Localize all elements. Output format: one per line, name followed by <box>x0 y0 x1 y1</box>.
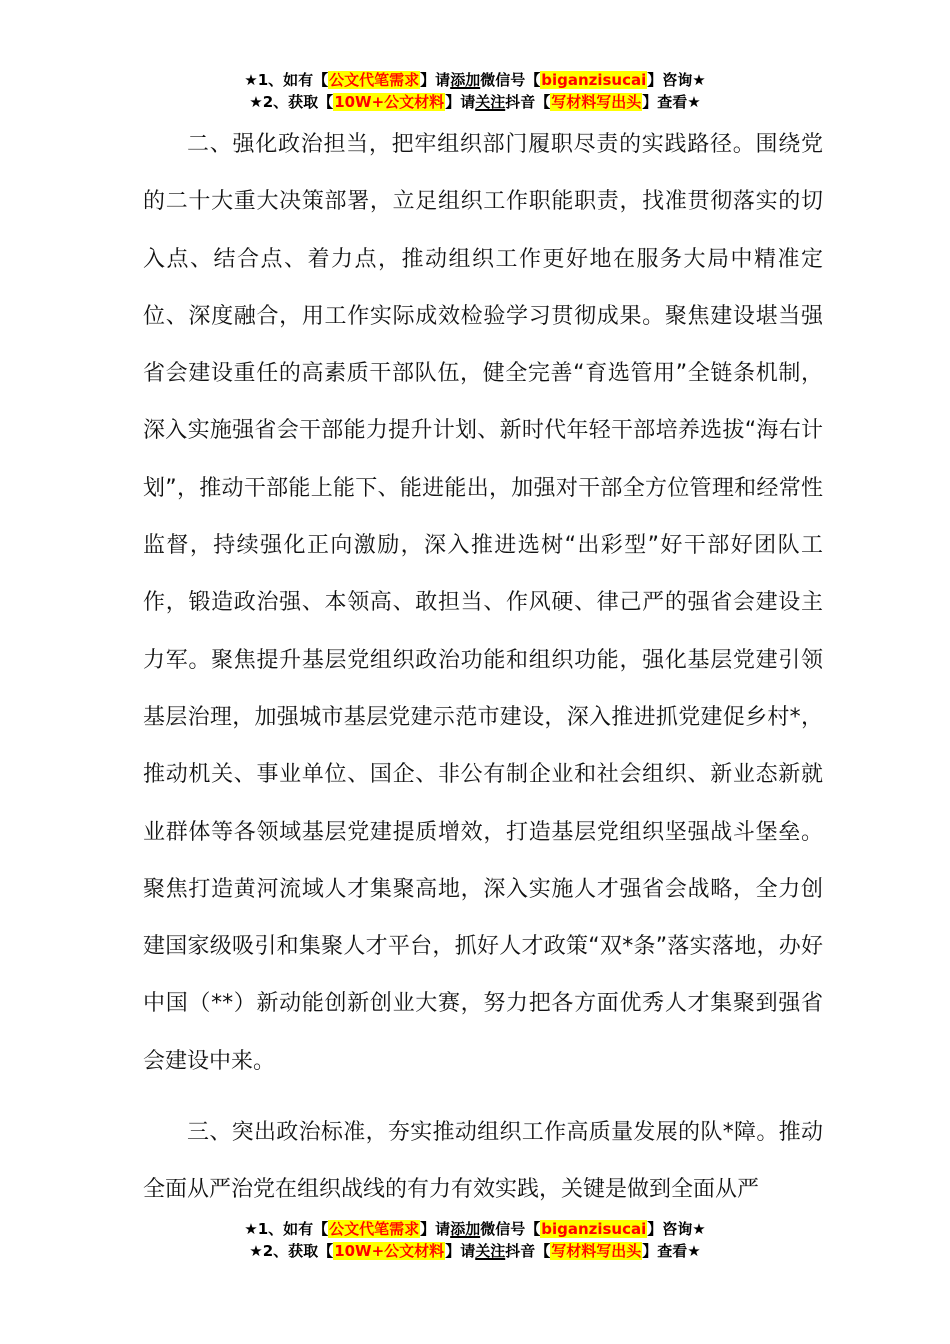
underlined-word: 添加 <box>450 71 481 89</box>
banner-text: 】请 <box>445 93 476 111</box>
paragraph: 三、突出政治标准，夯实推动组织工作高质量发展的队*障。推动全面从严治党在组织战线的有力有效实践，关键是做到全面从严 <box>143 1120 823 1203</box>
banner-text: 微信号【 <box>480 71 541 89</box>
underlined-word: 关注 <box>475 93 506 111</box>
banner-text: 】咨询★ <box>647 1220 706 1238</box>
highlight-wechat-id: biganzisucai <box>541 1220 647 1238</box>
footer-banner <box>0 1218 950 1262</box>
banner-text: 】请 <box>445 1242 476 1260</box>
document-body-section-3 <box>143 1104 823 1219</box>
highlight-materials: 10W+公文材料 <box>334 93 445 111</box>
highlight-douyin-id: 写材料写出头 <box>551 1242 642 1260</box>
highlight-service: 公文代笔需求 <box>329 71 420 89</box>
banner-text: 抖音【 <box>505 93 551 111</box>
banner-text: 】请 <box>420 71 451 89</box>
highlight-materials: 10W+公文材料 <box>334 1242 445 1260</box>
banner-line-2 <box>0 1240 950 1262</box>
banner-text: ★2、获取【 <box>249 93 334 111</box>
banner-text: 】请 <box>420 1220 451 1238</box>
banner-text: 抖音【 <box>505 1242 551 1260</box>
paragraph: 二、强化政治担当，把牢组织部门履职尽责的实践路径。围绕党的二十大重大决策部署，立足组织工作职能职责，找准贯彻落实的切入点、结合点、着力点，推动组织工作更好地在服务大局中精准定位、深度融合，用工作实际成效检验学习贯彻成果。聚焦建设堪当强省会建设重任的高素质干部队伍，健全完善“育选管用”全链条机制，深入实施强省会干部能力提升计划、新时代年轻干部培养选拔“海右计划”，推动干部能上能下、能进能出，加强对干部全方位管理和经常性监督，持续强化正向激励，深入推进选树“出彩型”好干部好团队工作，锻造政治强、本领高、敢担当、作风硬、律己严的强省会建设主力军。聚焦提升基层党组织政治功能和组织功能，强化基层党建引领基层治理，加强城市基层党建示范市建设，深入推进抓党建促乡村*，推动机关、事业单位、国企、非公有制企业和社会组织、新业态新就业群体等各领域基层党建提质增效，打造基层党组织坚强战斗堡垒。聚焦打造黄河流域人才集聚高地，深入实施人才强省会战略，全力创建国家级吸引和集聚人才平台，抓好人才政策“双*条”落实落地，办好中国（**）新动能创新创业大赛，努力把各方面优秀人才集聚到强省会建设中来。 <box>143 132 823 1074</box>
banner-line-2 <box>0 91 950 113</box>
header-banner <box>0 69 950 113</box>
banner-line-1 <box>0 69 950 91</box>
banner-text: ★1、如有【 <box>244 1220 329 1238</box>
highlight-service: 公文代笔需求 <box>329 1220 420 1238</box>
highlight-douyin-id: 写材料写出头 <box>551 93 642 111</box>
banner-text: ★2、获取【 <box>249 1242 334 1260</box>
banner-text: 】咨询★ <box>647 71 706 89</box>
highlight-wechat-id: biganzisucai <box>541 71 647 89</box>
banner-text: 】查看★ <box>642 93 701 111</box>
banner-text: 】查看★ <box>642 1242 701 1260</box>
underlined-word: 关注 <box>475 1242 506 1260</box>
underlined-word: 添加 <box>450 1220 481 1238</box>
banner-line-1 <box>0 1218 950 1240</box>
banner-text: 微信号【 <box>480 1220 541 1238</box>
document-body-section-2 <box>143 116 823 1090</box>
banner-text: ★1、如有【 <box>244 71 329 89</box>
